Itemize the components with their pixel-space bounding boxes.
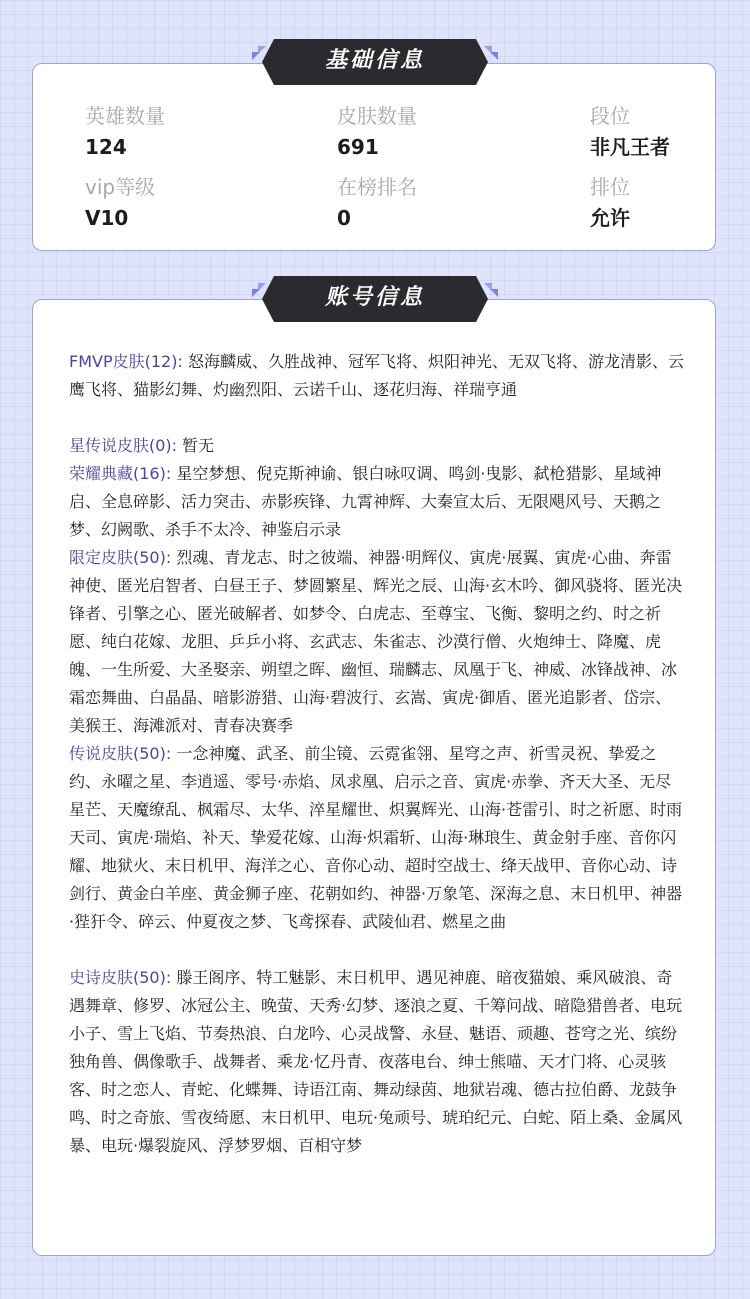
skin-group-list: 怒海麟威、久胜战神、冠军飞将、炽阳神光、无双飞将、游龙清影、云鹰飞将、猫影幻舞、灼幽烈阳、云诺千山、逐花归海、祥瑞亨通 — [69, 352, 684, 399]
skin-group-star-legend — [69, 432, 687, 460]
skin-group-label: 传说皮肤(50): — [69, 744, 172, 763]
skin-group-label: 星传说皮肤(0): — [69, 436, 178, 455]
skin-group-list: 一念神魔、武圣、前尘镜、云霓雀翎、星穹之声、祈雪灵祝、挚爱之约、永曜之星、李逍遥、零号·赤焰、凤求凰、启示之音、寅虎·赤拳、齐天大圣、无尽星芒、天魔缭乱、枫霜尽、太华、淬星耀世、炽翼辉光、山海·苍雷引、时之祈愿、时雨天司、寅虎·瑞焰、补天、挚爱花嫁、山海·炽霜斩、山海·琳琅生、黄金射手座、音你闪耀、地狱火、末日机甲、海洋之心、音你心动、超时空战士、绛天战甲、音你心动、诗剑行、黄金白羊座、黄金狮子座、花朝如约、神器·万象笔、深海之息、末日机甲、神器·狴犴令、碎云、仲夏夜之梦、飞鸢探春、武陵仙君、燃星之曲 — [69, 744, 683, 931]
skin-group-label: 荣耀典藏(16): — [69, 464, 172, 483]
stat-value: 0 — [337, 206, 351, 230]
stat-label: 皮肤数量 — [337, 104, 417, 128]
stat-rank-tier — [590, 102, 670, 162]
stat-label: 在榜排名 — [337, 175, 417, 199]
section-title: 账号信息 — [324, 285, 425, 310]
stat-skin-count — [337, 102, 417, 162]
skin-group-glory-collection — [69, 460, 687, 544]
stat-leaderboard-rank — [337, 173, 417, 233]
skin-group-list: 滕王阁序、特工魅影、末日机甲、遇见神鹿、暗夜猫娘、乘风破浪、奇遇舞章、修罗、冰冠公主、晚萤、天秀·幻梦、逐浪之夏、千筹问战、暗隐猎兽者、电玩小子、雪上飞焰、节奏热浪、白龙吟、心灵战警、永昼、魅语、顽趣、苍穹之光、缤纷独角兽、偶像歌手、战舞者、乘龙·忆丹青、夜落电台、绅士熊喵、天才门将、心灵骇客、时之恋人、青蛇、化蝶舞、诗语江南、舞动绿茵、地狱岩魂、德古拉伯爵、龙鼓争鸣、时之奇旅、雪夜绮愿、末日机甲、电玩·兔顽号、琥珀纪元、白蛇、陌上桑、金属风暴、电玩·爆裂旋风、浮梦罗烟、百相守梦 — [69, 968, 683, 1155]
stat-value: 非凡王者 — [590, 135, 670, 159]
stat-value: 允许 — [590, 206, 630, 230]
skin-group-label: FMVP皮肤(12): — [69, 352, 183, 371]
stat-value: V10 — [85, 206, 129, 230]
skin-group-epic — [69, 964, 687, 1160]
skin-group-list: 烈魂、青龙志、时之彼端、神器·明辉仪、寅虎·展翼、寅虎·心曲、奔雷神使、匿光启智者、白昼王子、梦圆繁星、辉光之辰、山海·玄木吟、御风骁将、匿光决锋者、引擎之心、匿光破解者、如梦令、白虎志、至尊宝、飞衡、黎明之约、时之祈愿、纯白花嫁、龙胆、乒乒小将、玄武志、朱雀志、沙漠行僧、火炮绅士、降魔、虎魄、一生所爱、大圣娶亲、朔望之晖、幽恒、瑞麟志、凤凰于飞、神威、冰锋战神、冰霜恋舞曲、白晶晶、暗影游猎、山海·碧波行、玄嵩、寅虎·御盾、匿光追影者、岱宗、美猴王、海滩派对、青春决赛季 — [69, 548, 683, 735]
skin-group-limited — [69, 544, 687, 740]
section-title: 基础信息 — [324, 48, 425, 73]
stat-label: 英雄数量 — [85, 104, 165, 128]
stat-value: 691 — [337, 135, 379, 159]
skin-group-label: 史诗皮肤(50): — [69, 968, 172, 987]
skin-group-label: 限定皮肤(50): — [69, 548, 172, 567]
skin-group-fmvp — [69, 348, 687, 404]
skin-groups — [69, 348, 687, 1160]
section-banner-account — [250, 275, 500, 323]
account-info-card — [32, 299, 716, 1256]
stat-vip-level — [85, 173, 155, 233]
stat-label: vip等级 — [85, 175, 156, 199]
basic-info-card — [32, 63, 716, 251]
skin-group-list: 星空梦想、倪克斯神谕、银白咏叹调、鸣剑·曳影、弑枪猎影、星域神启、全息碎影、活力突击、赤影疾锋、九霄神辉、大秦宣太后、无限飓风号、天鹅之梦、幻阙歌、杀手不太冷、神鉴启示录 — [69, 464, 662, 539]
skin-group-list: 暂无 — [182, 436, 215, 455]
section-banner-basic — [250, 38, 500, 86]
skin-group-legendary — [69, 740, 687, 936]
stat-label: 段位 — [590, 104, 630, 128]
stat-hero-count — [85, 102, 165, 162]
stat-value: 124 — [85, 135, 127, 159]
stat-label: 排位 — [590, 175, 630, 199]
stat-ranked-allowed — [590, 173, 630, 233]
